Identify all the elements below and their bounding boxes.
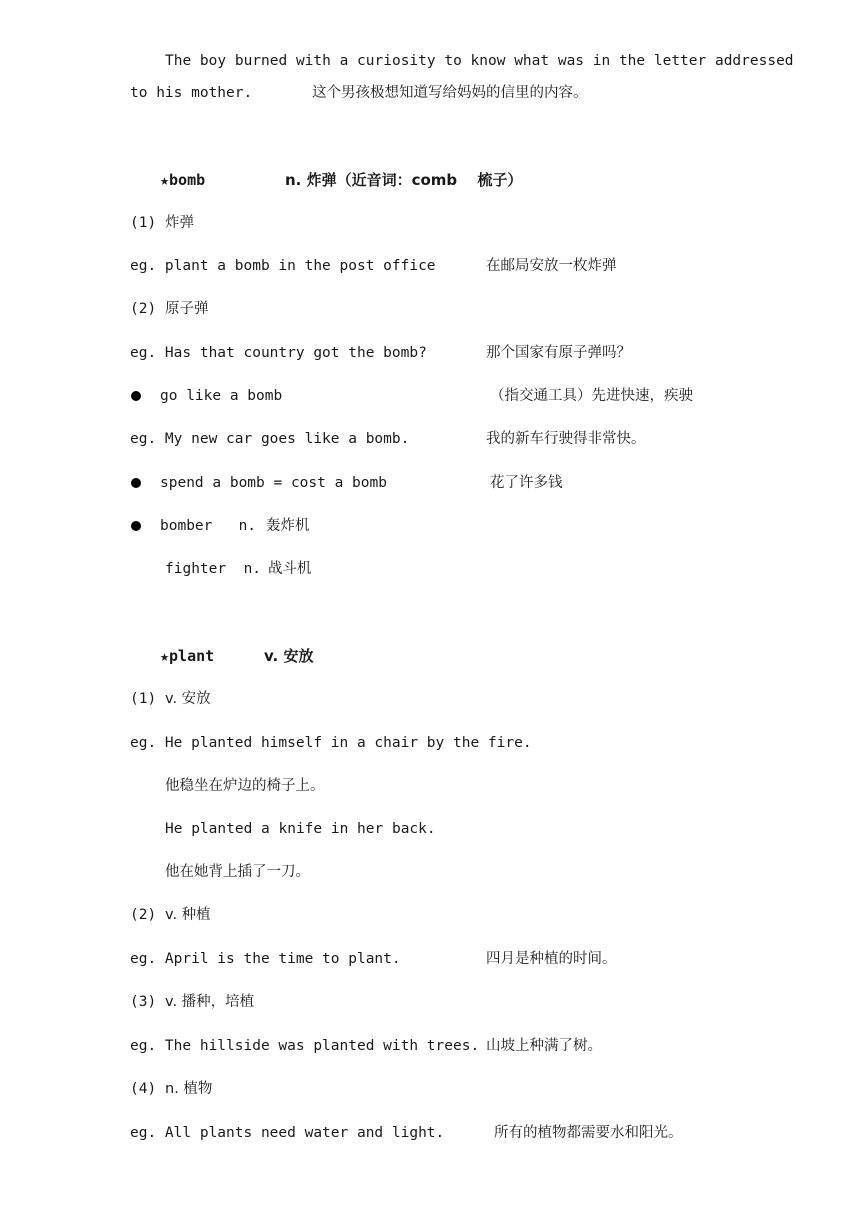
plant-eg-4-cn: 所有的植物都需要水和阳光。 — [494, 1125, 683, 1141]
bomb-eg-2-cn: 那个国家有原子弹吗？ — [486, 345, 631, 361]
plant-eg-1b-cn: 他在她背上插了一刀。 — [165, 864, 310, 880]
bullet-icon — [131, 521, 141, 531]
plant-heading-def: v. 安放 — [264, 647, 314, 665]
plant-sense-2-label: v. 种植 — [165, 907, 211, 923]
bomb-sense-1-num: (1) — [130, 215, 157, 231]
bomb-bullet-2-cn: 花了许多钱 — [490, 475, 563, 491]
bomb-eg-2-en: eg. Has that country got the bomb? — [130, 345, 427, 361]
bomb-bullet-1-en: go like a bomb — [160, 388, 283, 404]
bomb-bullet-1-cn: （指交通工具）先进快速，疾驶 — [490, 388, 693, 404]
bomb-fighter-cn: 战斗机 — [268, 561, 312, 577]
plant-eg-3-cn: 山坡上种满了树。 — [486, 1038, 602, 1054]
plant-sense-3-label: v. 播种，培植 — [165, 994, 255, 1010]
bomb-eg-1-en: eg. plant a bomb in the post office — [130, 258, 436, 274]
bullet-icon — [131, 478, 141, 488]
plant-heading-word: ★plant — [160, 647, 215, 665]
plant-sense-2-num: (2) — [130, 907, 157, 923]
plant-eg-1-cn: 他稳坐在炉边的椅子上。 — [165, 778, 325, 794]
bomb-bullet-2-en: spend a bomb = cost a bomb — [160, 475, 387, 491]
plant-sense-1-label: v. 安放 — [165, 691, 211, 707]
intro-line-2-en: to his mother. — [130, 85, 253, 101]
bomb-heading-def: n. 炸弹（近音词：comb 梳子） — [285, 171, 523, 189]
plant-eg-4-en: eg. All plants need water and light. — [130, 1125, 445, 1141]
plant-eg-2-en: eg. April is the time to plant. — [130, 951, 401, 967]
plant-sense-1-num: (1) — [130, 691, 157, 707]
bomb-fighter-en: fighter n. — [165, 561, 262, 577]
bomb-eg-1-cn: 在邮局安放一枚炸弹 — [486, 258, 617, 274]
bullet-icon — [131, 391, 141, 401]
plant-sense-4-num: (4) — [130, 1081, 157, 1097]
bomb-eg-3-cn: 我的新车行驶得非常快。 — [486, 431, 646, 447]
bomb-bullet-3-en: bomber n. — [160, 518, 257, 534]
plant-sense-4-label: n. 植物 — [165, 1081, 213, 1097]
bomb-eg-3-en: eg. My new car goes like a bomb. — [130, 431, 410, 447]
plant-eg-1-en: eg. He planted himself in a chair by the fire. — [130, 735, 532, 751]
plant-sense-3-num: (3) — [130, 994, 157, 1010]
bomb-heading-word: ★bomb — [160, 171, 206, 189]
plant-eg-3-en: eg. The hillside was planted with trees. — [130, 1038, 480, 1054]
bomb-sense-2-num: (2) — [130, 301, 157, 317]
intro-line-2-cn: 这个男孩极想知道写给妈妈的信里的内容。 — [312, 85, 588, 101]
plant-eg-1b-en: He planted a knife in her back. — [165, 821, 436, 837]
plant-eg-2-cn: 四月是种植的时间。 — [486, 951, 617, 967]
bomb-sense-1-label: 炸弹 — [165, 215, 194, 231]
intro-line-1: The boy burned with a curiosity to know what was in the letter addressed — [165, 53, 794, 69]
bomb-bullet-3-cn: 轰炸机 — [266, 518, 310, 534]
bomb-sense-2-label: 原子弹 — [165, 301, 209, 317]
